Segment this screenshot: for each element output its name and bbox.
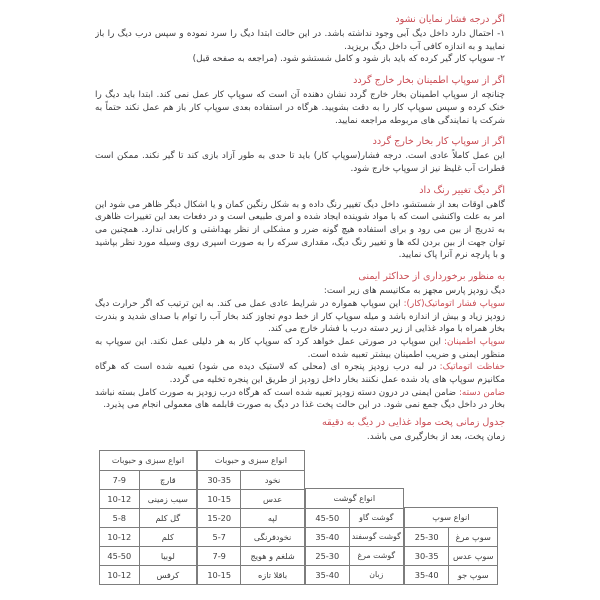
table-cell-value: 7-9: [198, 546, 241, 565]
table-row: [198, 470, 305, 489]
mechanism-list: [95, 298, 505, 412]
section-heading-safety-valve-steam: اگر از سوپاپ اطمینان بخار خارج گردد: [353, 75, 505, 87]
table-cell-label: نخود: [241, 470, 304, 489]
table-row: [100, 470, 197, 489]
table-cell-value: 10-15: [198, 489, 241, 508]
table-cell-label: باقلا تازه: [241, 565, 304, 584]
table-cell-label: سوپ عدس: [449, 546, 498, 565]
table-row: [198, 508, 305, 527]
paragraph: ۲- سوپاپ کار گیر کرده که باید باز شود و کامل شستشو شود. (مراجعه به صفحه قبل): [192, 54, 505, 65]
table-cell-value: 5-7: [198, 527, 241, 546]
paragraph: گاهی اوقات بعد از شستشو، داخل دیگ تغییر رنگ داده و به شکل رنگین کمان و یا اشکال دیگر ظاهر می شود این امر به علت واکنشی است که با مواد شوینده ایجاد شده و امری طبیعی است و در دفعات بعد این تغییرات ظاهری به تدریج از بین می رود و برای استفاده هیچ گونه ضرر و مشکلی از نظر بهداشتی و کارایی ندارد. همچنین می توان جهت از بین بردن لکه ها و تغییر رنگ دیگ، مقداری سرکه را به صورت اسپری روی وسیله مورد نظر بپاشید و با پارچه نرم آنرا پاک نمایید.: [95, 199, 505, 261]
mechanism-item: [95, 361, 505, 386]
section-heading-working-valve-steam: اگر از سوپاپ کار بخار خارج گردد: [372, 136, 505, 148]
cook-time-section: [99, 416, 505, 585]
table-cell-label: کلم: [139, 527, 196, 546]
table-row: [404, 546, 497, 565]
section-heading-cook-time-table: جدول زمانی پخت مواد غذایی در دیگ به دقیقه: [321, 417, 505, 428]
table-row: [305, 508, 403, 527]
table-cell-value: 15-20: [198, 508, 241, 527]
table-row: [404, 565, 497, 584]
table-row: [305, 527, 403, 546]
table-cell-label: گوشت مرغ: [349, 546, 403, 565]
cook-table-vegetables: [99, 450, 197, 585]
mechanism-text: ضامن ایمنی در درون دسته زودپز تعبیه شده است که هرگاه درب زودپز به صورت کامل بسته نباشد بخار در داخل دیگ جمع نمی شود. در این حالت پخت غذا در دیگ به صورت قابلمه های معمولی انجام می پذیرد.: [95, 387, 505, 411]
table-cell-label: قارچ: [139, 470, 196, 489]
table-cell-value: 7-9: [100, 470, 140, 489]
mechanism-label: سوپاپ فشار اتوماتیک(کار):: [403, 298, 505, 309]
table-cell-value: 25-30: [305, 546, 349, 565]
table-cell-value: 10-15: [198, 565, 241, 584]
table-cell-label: سوپ جو: [449, 565, 498, 584]
mechanism-text: در لبه درب زودپز پنجره ای (محلی که لاستیک دیده می شود) تعبیه شده است که هرگاه مکانیزم سوپاپ های یاد شده عمل نکنند بخار داخل زودپز از طریق این پنجره تخلیه می گردد.: [95, 362, 505, 386]
section-heading-pressure-gauge: اگر درجه فشار نمایان نشود: [395, 14, 505, 25]
cook-time-note: زمان پخت، بعد از بخارگیری می باشد.: [366, 432, 505, 442]
paragraph: دیگ زودپز پارس مجهز به مکانیسم های زیر است:: [323, 286, 505, 297]
table-row: [305, 546, 403, 565]
table-cell-label: کرفس: [139, 565, 196, 584]
table-title: انواع سوپ: [404, 507, 497, 527]
table-cell-value: 35-40: [404, 565, 449, 584]
mechanism-text: این سوپاپ در صورتی عمل خواهد کرد که سوپاپ کار به هر دلیلی عمل نکند. این سوپاپ به منظور ایمنی و ضریب اطمینان بیشتر تعبیه شده است.: [95, 336, 505, 360]
table-cell-value: 45-50: [100, 546, 140, 565]
table-cell-label: گوشت گاو: [349, 508, 403, 527]
paragraph: چنانچه از سوپاپ اطمینان بخار خارج گردد نشان دهنده آن است که سوپاپ کار عمل نمی کند. ابتدا باید دیگ را خنک کرده و سپس سوپاپ کار را به دقت بشویید. هرگاه در استفاده بعدی سوپاپ کار باز هم عمل نکند حتماً به شرکت یا نمایندگی های مربوطه مراجعه نمایید.: [95, 90, 505, 126]
table-row: [100, 508, 197, 527]
table-row: [198, 489, 305, 508]
table-cell-label: لوبیا: [139, 546, 196, 565]
table-cell-value: 30-35: [198, 470, 241, 489]
cook-table-soups: [404, 507, 498, 585]
table-title: انواع گوشت: [305, 488, 403, 508]
instructions-text-column: [95, 13, 505, 415]
table-cell-value: 30-35: [404, 546, 449, 565]
paragraph: این عمل کاملاً عادی است. درجه فشار(سوپاپ کار) باید تا حدی به طور آزاد بازی کند تا گیر نکند. ممکن است قطرات آب غلیظ نیز از سوپاپ خارج شود.: [95, 151, 505, 174]
mechanism-label: سوپاپ اطمینان:: [444, 336, 505, 347]
table-cell-value: 35-40: [305, 565, 349, 584]
table-row: [198, 527, 305, 546]
section-heading-discoloration: اگر دیگ تغییر رنگ داد: [419, 184, 505, 196]
mechanism-item: [95, 387, 505, 412]
table-cell-value: 10-12: [100, 527, 140, 546]
paragraph: ۱- احتمال دارد داخل دیگ آبی وجود نداشته باشد. در این حالت ابتدا دیگ را سرد نموده و سپس درب دیگ را باز نمایید و به اندازه کافی آب داخل دیگ بریزید.: [95, 29, 505, 52]
table-cell-label: سیب زمینی: [139, 489, 196, 508]
table-cell-value: 25-30: [404, 527, 449, 546]
table-row: [100, 546, 197, 565]
table-cell-value: 10-12: [100, 565, 140, 584]
table-cell-value: 5-8: [100, 508, 140, 527]
table-cell-value: 45-50: [305, 508, 349, 527]
cook-table-legumes: [197, 450, 305, 585]
table-row: [100, 489, 197, 508]
table-cell-label: سوپ مرغ: [449, 527, 498, 546]
table-cell-label: زبان: [349, 565, 403, 584]
mechanism-item: [95, 298, 505, 336]
mechanism-item: [95, 336, 505, 361]
table-title: انواع سبزی و حبوبات: [100, 450, 197, 470]
table-cell-label: گل کلم: [139, 508, 196, 527]
cook-table-meats: [305, 488, 404, 585]
table-row: [305, 565, 403, 584]
table-cell-label: عدس: [241, 489, 304, 508]
table-row: [198, 565, 305, 584]
table-cell-label: لپه: [241, 508, 304, 527]
mechanism-text: این سوپاپ همواره در شرایط عادی عمل می کند. به این ترتیب که اگر حرارت دیگ زودپز زیاد و بیش از اندازه باشد و میله سوپاپ کار از خط دوم تجاوز کند بخار آب را توام با صدای شدید و بندرت بخار همراه با مواد غذایی از زیر دسته درب با فشار خارج می کند.: [95, 298, 505, 335]
table-row: [100, 527, 197, 546]
section-heading-maximum-safety: به منظور برخورداری از حداکثر ایمنی: [358, 271, 505, 283]
table-cell-label: نخودفرنگی: [241, 527, 304, 546]
table-row: [198, 546, 305, 565]
table-cell-label: گوشت گوسفند: [349, 527, 403, 546]
table-cell-label: شلغم و هویج: [241, 546, 304, 565]
cook-tables: [99, 450, 498, 585]
table-title: انواع سبزی و حبوبات: [198, 450, 305, 470]
table-row: [100, 565, 197, 584]
table-cell-value: 35-40: [305, 527, 349, 546]
mechanism-label: ضامن دسته:: [458, 387, 505, 398]
table-row: [404, 527, 497, 546]
table-cell-value: 10-12: [100, 489, 140, 508]
mechanism-label: حفاظت اتوماتیک:: [439, 362, 505, 373]
